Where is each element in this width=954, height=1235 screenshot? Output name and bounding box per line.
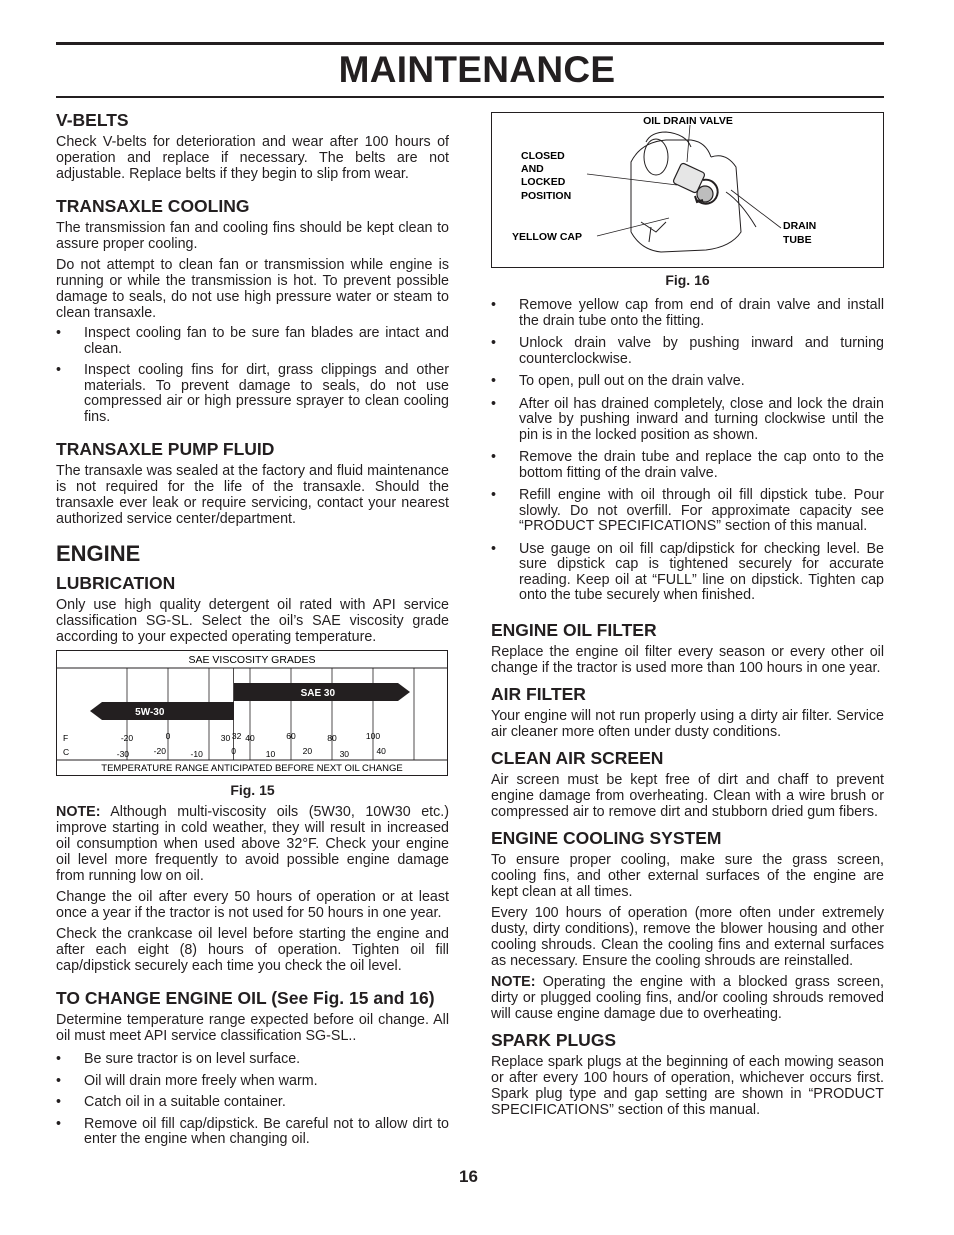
- air-screen-text: Air screen must be kept free of dirt and chaff to prevent engine damage from overheating. Clean with a wire brush or compressed air to remove dirt and stubborn dried gum fibers.: [491, 771, 884, 820]
- f-tick-label: 0: [165, 731, 171, 741]
- label-locked: LOCKED: [521, 176, 566, 188]
- c-tick-label: 0: [231, 746, 236, 756]
- vbelts-text: Check V-belts for deterioration and wear after 100 hours of operation and replace if necessary. The belts are not adjustable. Replace belts if they begin to slip from wear.: [56, 134, 449, 182]
- list-item: • Remove oil fill cap/dipstick. Be careful not to allow dirt to enter the engine when changing oil.: [56, 1117, 449, 1148]
- change-oil-text: Determine temperature range expected before oil change. All oil must meet API service classification SG-SL..: [56, 1012, 449, 1044]
- oil-filter-heading: ENGINE OIL FILTER: [491, 619, 657, 640]
- lubrication-heading: LUBRICATION: [56, 573, 176, 593]
- note-label: NOTE:: [56, 804, 101, 820]
- f-tick-label: 100: [365, 731, 381, 741]
- note-text: Although multi-viscosity oils (5W30, 10W30 etc.) improve starting in cold weather, they will result in increased oil consumption when used above 32°F. Check your engine oil level more frequently to avoid possible engine damage from running low on oil.: [56, 804, 449, 884]
- c-tick-label: 10: [265, 749, 276, 759]
- transaxle-cooling-heading: TRANSAXLE COOLING: [56, 196, 250, 216]
- page-number-text: 16: [459, 1167, 478, 1186]
- spark-text: Replace spark plugs at the beginning of each mowing season or after every 100 hours of operation, whichever occurs first. Spark plug type and gap setting are shown in “PRODUCT SPECIFICATIONS” section of this manual.: [491, 1053, 884, 1118]
- f-tick-label: 60: [286, 731, 296, 741]
- list-item: • To open, pull out on the drain valve.: [491, 374, 884, 390]
- air-filter-section: [491, 684, 884, 740]
- list-item: • After oil has drained completely, close and lock the drain valve by pushing inward and turning clockwise until the pin is in the locked position as shown.: [491, 397, 884, 444]
- cooling-p1: To ensure proper cooling, make sure the grass screen, cooling fins, and other external surfaces of the engine are kept clean at all times.: [491, 851, 884, 900]
- list-item: • Remove yellow cap from end of drain valve and install the drain tube onto the fitting.: [491, 298, 884, 329]
- cooling-note: [491, 974, 884, 1022]
- transaxle-pump-section: [56, 439, 449, 527]
- c-tick-label: -10: [190, 749, 203, 759]
- c-tick-label: 30: [339, 749, 350, 759]
- lubrication-text: Only use high quality detergent oil rated with API service classification SG-SL. Select the oil’s SAE viscosity grade according to your expected operating temperature.: [56, 597, 449, 645]
- air-filter-heading: AIR FILTER: [491, 683, 586, 704]
- air-screen-heading: CLEAN AIR SCREEN: [491, 747, 664, 768]
- oil-note: [56, 804, 449, 884]
- cooling-heading: ENGINE COOLING SYSTEM: [491, 827, 722, 848]
- oil-filter-text: Replace the engine oil filter every season or every other oil change if the tractor is used more than 100 hours in one year.: [491, 643, 884, 676]
- list-item: • Remove the drain tube and replace the cap onto to the bottom fitting of the drain valve.: [491, 450, 884, 481]
- transaxle-cooling-list: [56, 326, 449, 425]
- f-tick-label: -20: [120, 733, 134, 743]
- label-and: AND: [521, 163, 544, 175]
- f-tick-label: 32: [231, 731, 242, 741]
- sae-viscosity-chart: [56, 650, 448, 776]
- bar-label: 5W-30: [135, 707, 165, 718]
- cooling-p2: Every 100 hours of operation (more often under extremely dusty, dirty conditions), remove the blower housing and other cooling shrouds. Clean the cooling fins and external surfaces as necessary. Ensure the cooling shrouds are reinstalled.: [491, 904, 884, 969]
- spark-section: [491, 1030, 884, 1118]
- check-oil-text: Check the crankcase oil level before starting the engine and after each eight (8) hours of operation. Tighten oil fill cap/dipstick securely each time you check the oil level.: [56, 926, 449, 974]
- oil-drain-valve-figure: [491, 112, 884, 268]
- change-oil-list: [56, 1052, 449, 1148]
- engine-section: [56, 541, 449, 974]
- list-item: • Unlock drain valve by pushing inward and turning counterclockwise.: [491, 336, 884, 367]
- c-tick-label: -20: [153, 746, 166, 756]
- chart-title: SAE VISCOSITY GRADES: [188, 654, 316, 666]
- label-position: POSITION: [521, 190, 572, 202]
- label-closed: CLOSED: [521, 150, 565, 162]
- label-drain: DRAIN: [783, 220, 817, 232]
- change-oil-heading: TO CHANGE ENGINE OIL (See Fig. 15 and 16): [56, 988, 435, 1008]
- list-item: • Catch oil in a suitable container.: [56, 1095, 449, 1111]
- title-rule: [56, 96, 884, 98]
- f-tick-label: 30: [220, 733, 231, 743]
- air-filter-text: Your engine will not run properly using a dirty air filter. Service air cleaner more often under dusty conditions.: [491, 707, 884, 740]
- top-rule: [56, 42, 884, 45]
- transaxle-pump-text: The transaxle was sealed at the factory and fluid maintenance is not required for the life of the transaxle. Should the transaxle ever leak or require servicing, contact your nearest authorized service center/department.: [56, 463, 449, 527]
- oil-filter-section: [491, 620, 884, 676]
- air-screen-section: [491, 748, 884, 820]
- bar-label: SAE 30: [300, 688, 336, 699]
- list-item: • Use gauge on oil fill cap/dipstick for checking level. Be sure dipstick cap is tightened securely for accurate reading. Keep oil at “FULL” line on dipstick. Tighten cap onto the tube securely when finished.: [491, 542, 884, 604]
- list-item: • Inspect cooling fins for dirt, grass clippings and other materials. To prevent damage to seals, do not use compressed air or high pressure sprayer to clean cooling fins.: [56, 363, 449, 425]
- transaxle-cooling-p2: Do not attempt to clean fan or transmission while engine is running or while the transmission is hot. To prevent possible damage to seals, do not use high pressure water or steam to clean transaxle.: [56, 257, 449, 321]
- spark-heading: SPARK PLUGS: [491, 1029, 617, 1050]
- chart-footer: TEMPERATURE RANGE ANTICIPATED BEFORE NEXT OIL CHANGE: [101, 763, 403, 774]
- fahrenheit-label: F: [63, 733, 69, 743]
- celsius-label: C: [63, 747, 70, 757]
- transaxle-cooling-section: [56, 196, 449, 425]
- change-oil-interval-text: Change the oil after every 50 hours of operation or at least once a year if the tractor is not used for 50 hours in one year.: [56, 889, 449, 921]
- fig15-caption: Fig. 15: [230, 782, 275, 798]
- vbelts-heading: V-BELTS: [56, 110, 129, 130]
- fig16-caption: Fig. 16: [665, 272, 710, 288]
- note-label: NOTE:: [491, 973, 536, 990]
- label-tube: TUBE: [783, 234, 812, 246]
- c-tick-label: 20: [302, 746, 313, 756]
- note-text: Operating the engine with a blocked grass screen, dirty or plugged cooling fins, and/or cooling shrouds removed will cause engine damage due to overheating.: [491, 973, 884, 1022]
- change-oil-section: [56, 988, 449, 1148]
- list-item: • Inspect cooling fan to be sure fan blades are intact and clean.: [56, 326, 449, 357]
- label-oil-drain-valve: OIL DRAIN VALVE: [643, 115, 733, 127]
- list-item: • Refill engine with oil through oil fill dipstick tube. Pour slowly. Do not overfill. For approximate capacity see “PRODUCT SPECIFICATIONS” section of this manual.: [491, 488, 884, 535]
- page-title: MAINTENANCE: [338, 49, 616, 90]
- c-tick-label: -30: [116, 749, 130, 759]
- list-item: • Oil will drain more freely when warm.: [56, 1074, 449, 1090]
- left-column: [56, 110, 449, 1154]
- right-column: [491, 112, 884, 1123]
- cooling-section: [491, 828, 884, 1022]
- transaxle-pump-heading: TRANSAXLE PUMP FLUID: [56, 439, 275, 459]
- drain-steps-list: [491, 298, 884, 604]
- f-tick-label: 80: [327, 733, 337, 743]
- transaxle-cooling-p1: The transmission fan and cooling fins should be kept clean to assure proper cooling.: [56, 220, 449, 252]
- engine-heading: ENGINE: [56, 541, 141, 566]
- c-tick-label: 40: [376, 746, 386, 756]
- list-item: • Be sure tractor is on level surface.: [56, 1052, 449, 1068]
- f-tick-label: 40: [245, 733, 255, 743]
- label-yellow-cap: YELLOW CAP: [512, 231, 582, 243]
